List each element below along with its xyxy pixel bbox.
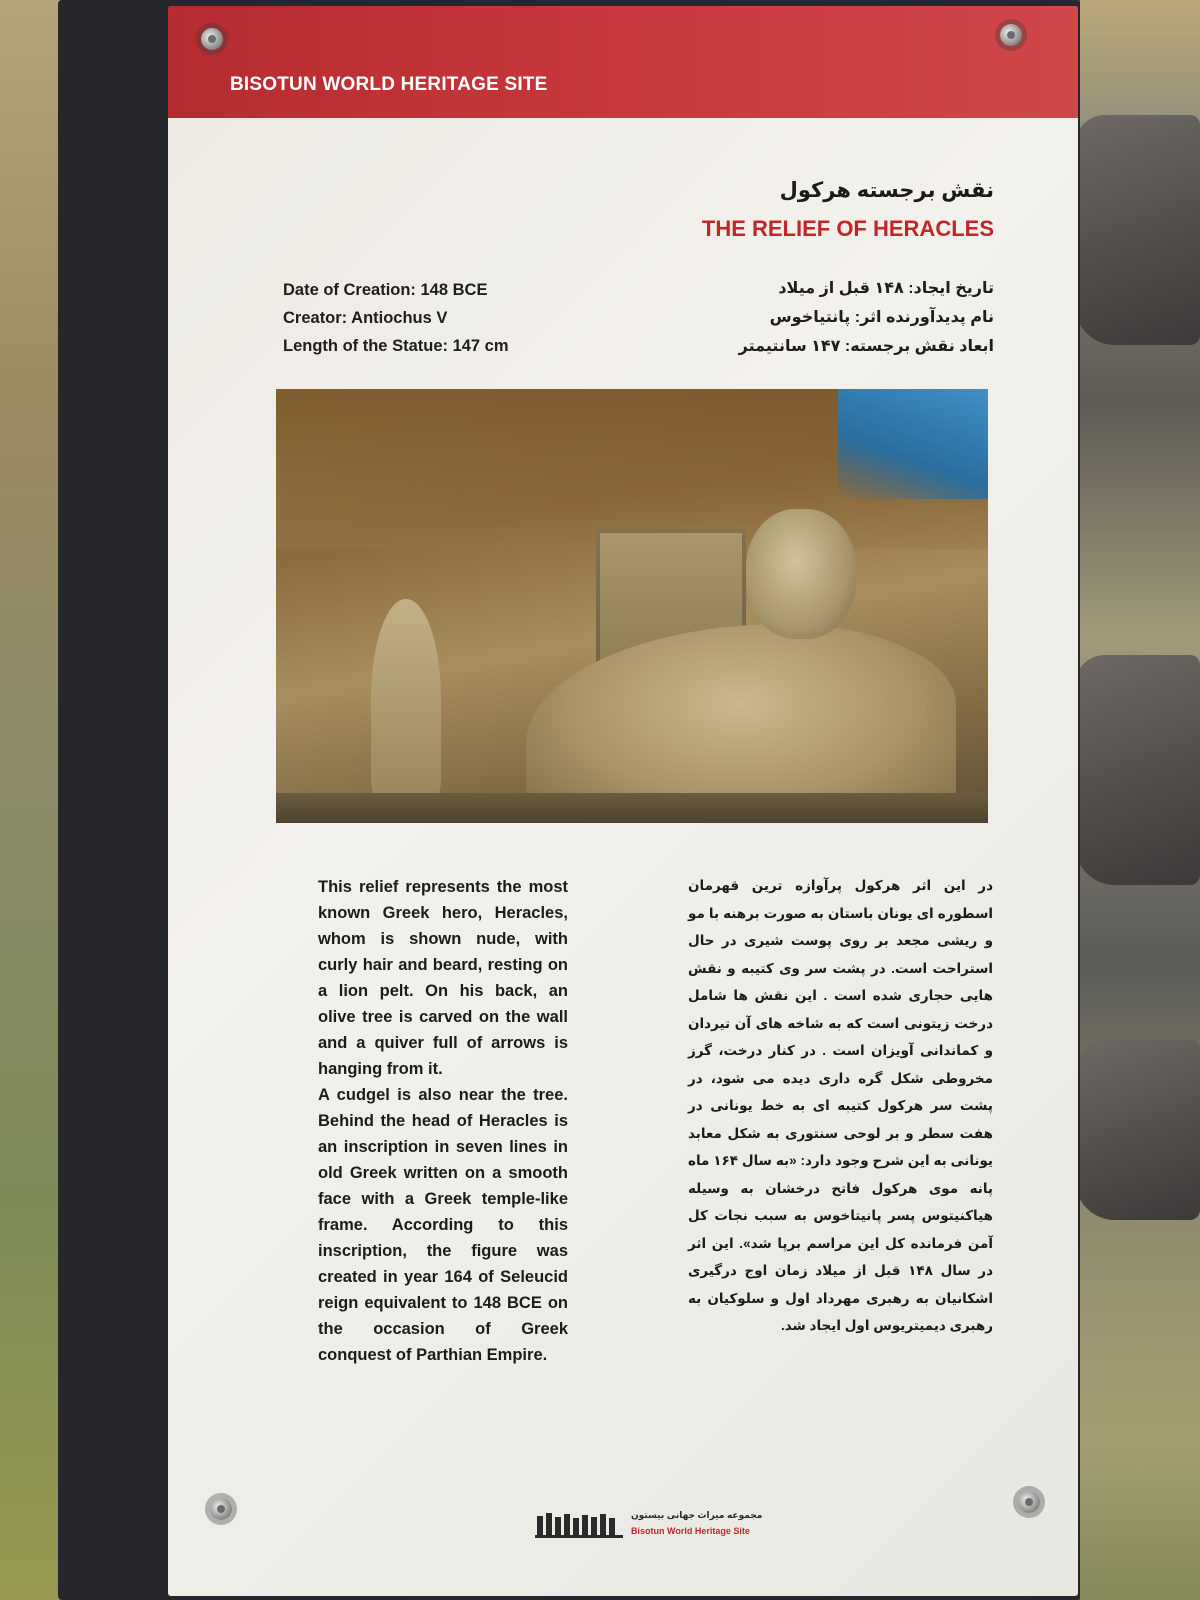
description-english — [318, 874, 568, 1368]
facts-english — [283, 276, 603, 360]
heritage-logo-icon — [535, 1508, 625, 1538]
rock — [1075, 655, 1200, 885]
screw-icon — [210, 1498, 232, 1520]
sign-frame — [58, 0, 1080, 1600]
header-band — [168, 6, 1078, 118]
sign-panel — [168, 6, 1078, 1596]
screw-icon — [1018, 1491, 1040, 1513]
carved-tree — [371, 599, 441, 799]
title-english: THE RELIEF OF HERACLES — [701, 216, 994, 241]
fact-date-fa: تاریخ ایجاد: ۱۴۸ قبل از میلاد — [778, 280, 994, 297]
relief-photo — [276, 389, 988, 823]
footer-text-persian: مجموعه میراث جهانی بیستون — [631, 1510, 763, 1520]
screw-icon — [201, 28, 223, 50]
description-english-p1: This relief represents the most known Greek hero, Heracles, whom is shown nude, with curly hair and beard, resting on a lion pelt. On his back, an olive tree is carved on the wall and a quiver full of arrows is hanging from it. — [318, 878, 568, 1078]
description-english-p2: A cudgel is also near the tree. Behind the head of Heracles is an inscription in seven lines in old Greek written on a smooth face with a Greek temple-like frame. According to this inscription, the figure was created in year 164 of Seleucid reign equivalent to 148 BCE on the occasion of Greek conquest of Parthian Empire. — [318, 1086, 568, 1364]
fact-size-fa: ابعاد نقش برجسته: ۱۴۷ سانتیمتر — [738, 338, 994, 355]
background-grass-left — [0, 0, 60, 1600]
ground — [276, 793, 988, 823]
description-persian: در این اثر هرکول پرآوازه ترین قهرمان اسطوره ای یونان باستان به صورت برهنه با مو و ریشی مجعد بر روی پوست شیری در حال استراحت است. در پشت سر وی کتیبه و نقش هایی حجاری شده است . این نقش ها شامل درخت زیتونی است که به شاخه های آن تیردان و کماندانی آویزان است . در کنار درخت، گرز مخروطی شکل گره داری دیده می شود، در پشت سر هرکول کتیبه ای به خط یونانی در هفت سطر و بر لوحی سنتوری به شکل معابد یونانی به این شرح وجود دارد: «به سال ۱۶۴ ماه پانه موی هرکول فاتح درخشان به وسیله هیاکنیتوس پسر پانیتاخوس به سبب نجات کل آمن فرمانده کل این مراسم برپا شد». این اثر در سال ۱۴۸ قبل از میلاد زمان اوج درگیری اشکانیان به رهبری مهرداد اول و سلوکیان به رهبری دیمیتریوس اول ایجاد شد. — [688, 878, 994, 1333]
title-persian: نقش برجسته هرکول — [779, 179, 994, 202]
site-title: BISOTUN WORLD HERITAGE SITE — [230, 74, 548, 95]
sky — [838, 389, 988, 499]
rock — [1075, 115, 1200, 345]
fact-length: Length of the Statue: 147 cm — [283, 337, 509, 355]
heracles-head — [746, 509, 856, 639]
fact-creator-fa: نام پدیدآورنده اثر: پانتیاخوس — [769, 309, 994, 326]
facts-persian — [638, 274, 994, 361]
rock — [1075, 1040, 1200, 1220]
fact-date: Date of Creation: 148 BCE — [283, 281, 488, 299]
footer-text-english: Bisotun World Heritage Site — [631, 1526, 750, 1536]
screw-icon — [1000, 24, 1022, 46]
fact-creator: Creator: Antiochus V — [283, 309, 448, 327]
